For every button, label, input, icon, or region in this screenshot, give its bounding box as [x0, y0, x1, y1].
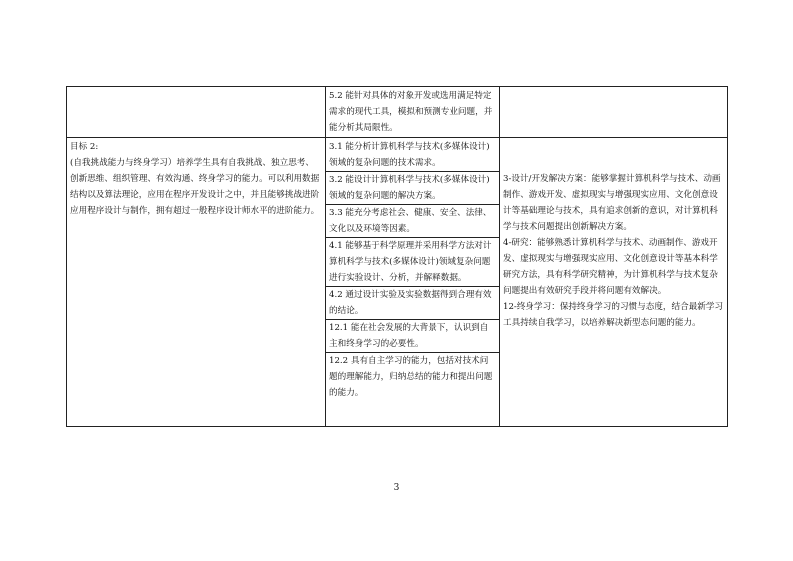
goal-description: (自我挑战能力与终身学习）培养学生具有自我挑战、独立思考、创新思维、组织管理、有效沟通、终身学习的能力。可以利用数据结构以及算法理论，应用在程序开发设计之中，并且能够挑战进阶应用程序设计与制作，拥有超过一般程序设计师水平的进阶能力。 — [70, 158, 320, 216]
table-row — [67, 138, 728, 427]
requirements-table — [66, 86, 728, 427]
cell-requirements — [500, 138, 728, 427]
page-number: 3 — [393, 483, 400, 493]
indicator-3-2: 3.2 能设计计算机科学与技术(多媒体设计)领域的复杂问题的解决方案。 — [326, 171, 499, 204]
cell-indicators — [326, 87, 500, 138]
cell-goal — [67, 138, 326, 427]
requirement-4-research: 4-研究：能够熟悉计算机科学与技术、动画制作、游戏开发、虚拟现实与增强现实应用、文化创意设计等基本科学研究方法，具有科学研究精神，为计算机科学与技术复杂问题提出有效研究手段并将问题有效解决。 — [503, 238, 718, 296]
goal-title: 目标 2: — [70, 142, 99, 152]
cell-indicators — [326, 138, 500, 427]
table-row — [67, 87, 728, 138]
indicator-5-2: 5.2 能针对具体的对象开发或选用满足特定需求的现代工具，模拟和预测专业问题，并能分析其局限性。 — [329, 91, 493, 133]
indicator-3-3: 3.3 能充分考虑社会、健康、安全、法律、文化以及环境等因素。 — [326, 204, 499, 237]
requirement-3-design: 3-设计/开发解决方案：能够掌握计算机科学与技术、动画制作、游戏开发、虚拟现实与增强现实应用、文化创意设计等基础理论与技术，具有追求创新的意识，对计算机科学与技术问题提出创新解决方案。 — [503, 174, 721, 232]
indicator-12-2: 12.2 具有自主学习的能力，包括对技术问题的理解能力，归纳总结的能力和提出问题的能力。 — [326, 352, 499, 401]
requirement-12-lifelong: 12-终身学习：保持终身学习的习惯与态度，结合最新学习工具持续自我学习，以培养解决新型态问题的能力。 — [503, 302, 724, 328]
indicator-12-1: 12.1 能在社会发展的大背景下，认识到自主和终身学习的必要性。 — [326, 319, 499, 352]
indicator-3-1: 3.1 能分析计算机科学与技术(多媒体设计)领域的复杂问题的技术需求。 — [329, 142, 490, 168]
indicator-4-1: 4.1 能够基于科学原理并采用科学方法对计算机科学与技术(多媒体设计)领域复杂问题进行实验设计、分析，并解释数据。 — [326, 237, 499, 286]
cell-requirements — [500, 87, 728, 138]
cell-goal — [67, 87, 326, 138]
indicator-4-2: 4.2 通过设计实验及实验数据得到合理有效的结论。 — [326, 286, 499, 319]
